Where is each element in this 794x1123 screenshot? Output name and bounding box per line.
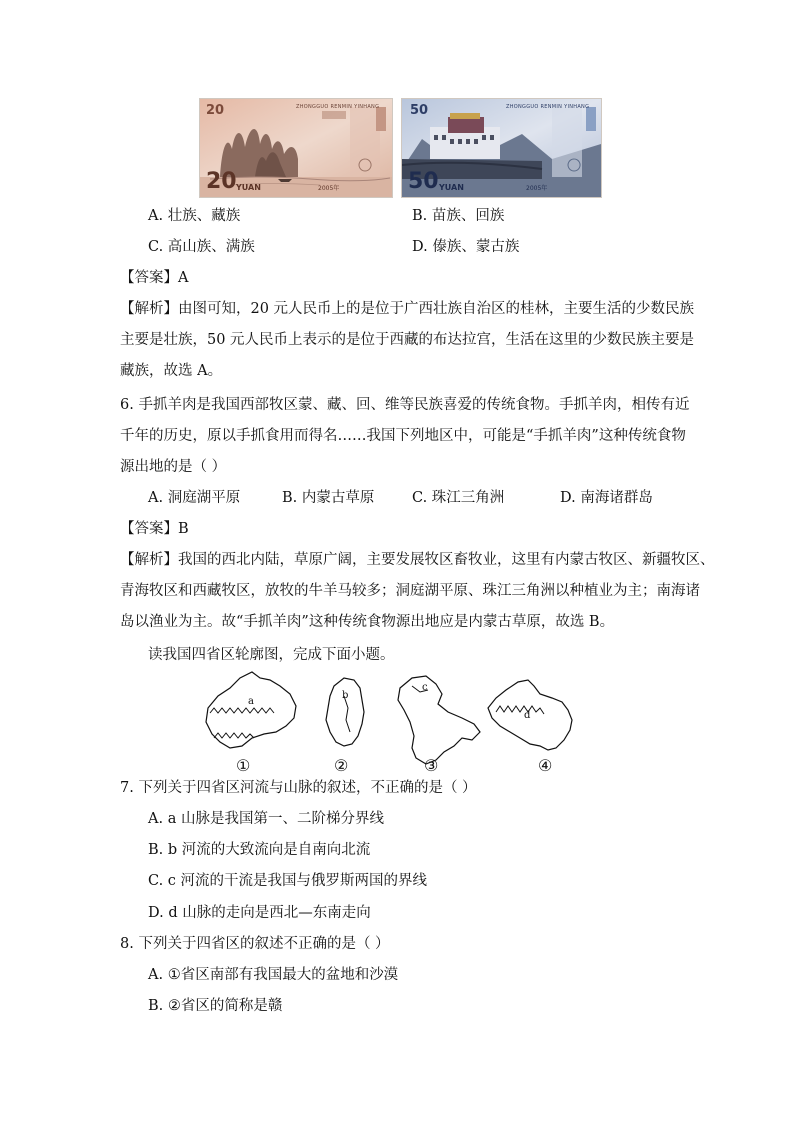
q6-stem-line-1: 6. 手抓羊肉是我国西部牧区蒙、藏、回、维等民族喜爱的传统食物。手抓羊肉，相传有近 [120,397,690,413]
q6-analysis-line-2: 青海牧区和西藏牧区，放牧的牛羊马较多；洞庭湖平原、珠江三角洲以种植业为主；南海诸 [120,583,700,599]
q5-answer: 【答案】A [120,270,189,286]
banknote-20-yuan [199,98,393,198]
bank-name-20: ZHONGGUO RENMIN YINHANG [296,104,380,110]
maps-intro: 读我国四省区轮廓图，完成下面小题。 [148,647,395,663]
yuan-20: YUAN [236,183,261,192]
q5-analysis-line-1: 【解析】由图可知，20 元人民币上的是位于广西壮族自治区的桂林，主要生活的少数民族 [120,301,695,317]
map-letter-a: a [248,696,254,707]
denomination-50-bottom: 50 [408,169,439,194]
q6-option-a: A. 洞庭湖平原 [148,490,241,506]
map-label-2: ② [334,756,349,775]
map-3-outline [398,676,480,764]
denomination-50-top: 50 [410,103,429,118]
q6-analysis-line-1: 【解析】我国的西北内陆，草原广阔，主要发展牧区畜牧业，这里有内蒙古牧区、新疆牧区、 [120,552,715,568]
map-letter-d: d [524,710,531,721]
q7-option-c: C. c 河流的干流是我国与俄罗斯两国的界线 [148,873,428,889]
q5-option-c: C. 高山族、满族 [148,239,255,255]
q6-option-d: D. 南海诸群岛 [560,490,653,506]
bank-name-50: ZHONGGUO RENMIN YINHANG [506,104,590,110]
denomination-20-bottom: 20 [206,169,237,194]
year-50: 2005年 [526,185,548,192]
banknote-50-yuan [401,98,602,198]
q7-stem: 7. 下列关于四省区河流与山脉的叙述，不正确的是（ ） [120,780,477,796]
map-label-1: ① [236,756,251,775]
q5-option-b: B. 苗族、回族 [412,208,505,224]
q6-stem-line-2: 千年的历史，原以手抓食用而得名……我国下列地区中，可能是“手抓羊肉”这种传统食物 [120,428,686,444]
q5-option-d: D. 傣族、蒙古族 [412,239,520,255]
map-letter-b: b [342,690,349,701]
q7-option-a: A. a 山脉是我国第一、二阶梯分界线 [148,811,384,827]
denomination-20-top: 20 [206,103,225,118]
q8-option-b: B. ②省区的简称是赣 [148,998,283,1014]
map-1-outline [206,672,296,748]
q8-stem: 8. 下列关于四省区的叙述不正确的是（ ） [120,936,390,952]
q5-option-a: A. 壮族、藏族 [148,208,241,224]
q8-option-a: A. ①省区南部有我国最大的盆地和沙漠 [148,967,399,983]
q5-analysis-line-3: 藏族，故选 A。 [120,363,223,379]
map-label-4: ④ [538,756,553,775]
q6-stem-line-3: 源出地的是（ ） [120,459,227,475]
yuan-50: YUAN [439,183,464,192]
map-2-outline [326,678,364,746]
q6-analysis-line-3: 岛以渔业为主。故“手抓羊肉”这种传统食物源出地应是内蒙古草原，故选 B。 [120,614,615,630]
province-outline-maps [200,668,580,780]
q6-answer: 【答案】B [120,521,189,537]
q6-option-b: B. 内蒙古草原 [282,490,375,506]
q5-analysis-line-2: 主要是壮族，50 元人民币上表示的是位于西藏的布达拉宫，生活在这里的少数民族主要是 [120,332,695,348]
q6-option-c: C. 珠江三角洲 [412,490,505,506]
year-20: 2005年 [318,185,340,192]
q7-option-d: D. d 山脉的走向是西北—东南走向 [148,905,371,921]
q7-option-b: B. b 河流的大致流向是自南向北流 [148,842,371,858]
map-label-3: ③ [424,756,439,775]
map-letter-c: c [422,682,428,693]
